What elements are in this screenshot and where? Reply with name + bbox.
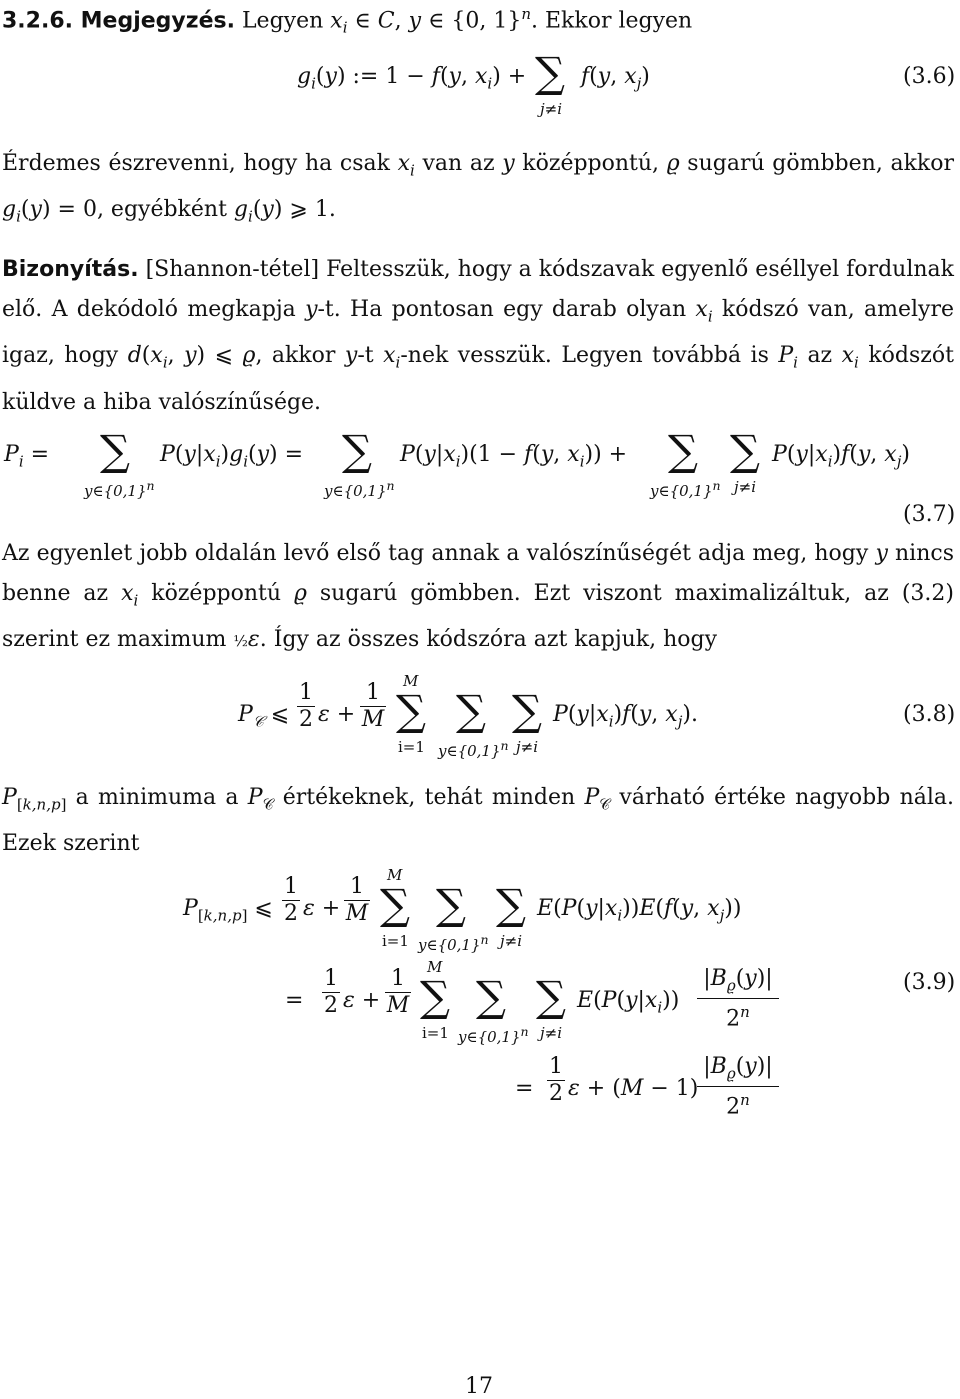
sum-subscript: $y\in\{0,1\}^n$ — [650, 478, 721, 500]
equation-3-6-tail: f(y, $x_j$) — [581, 64, 650, 93]
paragraph-2: Az egyenlet jobb oldalán levő első tag annak a valószínűségét adja meg, hogy y nincs benne az $x_i$ középpontú ϱ sugarú gömbben. Ezt viszont maximalizáltuk, az (3.2) szerint ez maximum ½ε. Így az összes kódszóra azt kapjuk, hogy — [2, 541, 954, 653]
section-heading-line: 3.2.6. Megjegyzés. Legyen $x_i$ ∈ C, y ∈ {0, 1}$^n$. Ekkor legyen — [2, 5, 693, 37]
sum-subscript: $y\in\{0,1\}^n$ — [324, 478, 395, 500]
sum-subscript: j≠i — [540, 1024, 563, 1042]
paragraph-3: $P_{[k,n,p]}$ a minimuma a $P_𝒞$ értékeknek, tehát minden $P_𝒞$ várható értéke nagyobb nála. Ezek szerint — [2, 785, 954, 857]
sum-symbol: ∑ — [100, 426, 130, 475]
epsilon: ε + — [343, 988, 381, 1013]
equation-3-7-term1: $P(y|x_i)g_i(y)$ = — [160, 442, 304, 471]
fraction-half: 1 2 — [549, 1054, 563, 1106]
equation-3-7-term2: $P(y|x_i)(1 - f(y$, $x_i$)) + — [400, 442, 628, 471]
equation-3-9-lhs: $P_{[k,n,p]}$ ⩽ — [183, 896, 273, 925]
sum-subscript: i=1 — [398, 738, 425, 756]
equation-3-9-term3: ε + (M − 1) — [568, 1076, 699, 1101]
sum-subscript: j≠i — [734, 478, 757, 496]
equation-3-8-term: $P(y|x_i)f(y$, $x_j$). — [553, 702, 698, 731]
fraction-1-over-M: 1 M — [345, 874, 369, 926]
equals-sign: = — [515, 1076, 534, 1101]
sum-superscript: M — [427, 958, 443, 976]
sum-superscript: M — [387, 866, 403, 884]
equals-sign: = — [285, 988, 304, 1013]
sum-symbol: ∑ — [342, 426, 372, 475]
sum-symbol: ∑ — [496, 880, 526, 929]
section-title: 3.2.6. Megjegyzés. — [2, 8, 235, 34]
proof-heading: Bizonyítás. — [2, 257, 139, 282]
fraction-half: 1 2 — [324, 966, 338, 1018]
sum-symbol: ∑ — [535, 48, 565, 97]
paragraph-1: Érdemes észrevenni, hogy ha csak $x_i$ van az y középpontú, ϱ sugarú gömbben, akkor $g_i(y) = 0$, egyébként $g_i(y)$ ⩾ 1. — [2, 151, 954, 226]
sum-subscript: j≠i — [500, 932, 523, 950]
sum-subscript: $y\in\{0,1\}^n$ — [84, 478, 155, 500]
sum-subscript: $y\in\{0,1\}^n$ — [438, 738, 509, 760]
equation-3-6: $g_i(y)$ := 1 − f(y, $x_i$) + — [297, 64, 527, 93]
equation-number: (3.9) — [903, 970, 956, 995]
sum-symbol: ∑ — [668, 426, 698, 475]
epsilon: ε + — [303, 896, 341, 921]
fraction-ball-volume: $|B_ϱ(y)|$ 2$^n$ — [697, 966, 779, 1033]
sum-symbol: ∑ — [730, 426, 760, 475]
equation-3-7-lhs: $P_i$ = — [4, 442, 50, 471]
fraction-half: 1 2 — [299, 680, 313, 732]
fraction-1-over-M: 1 M — [386, 966, 410, 1018]
fraction-1-over-M: 1 M — [361, 680, 385, 732]
equation-3-8-lhs: $P_𝒞$ ⩽ — [238, 702, 290, 731]
proof-paragraph: Bizonyítás. [Shannon-tétel] Feltesszük, hogy a kódszavak egyenlő eséllyel fordulnak elő. A dekódoló megkapja y-t. Ha pontosan egy darab olyan $x_i$ kódszó van, amelyre igaz, hogy $d(x_i$, y) ⩽ ϱ, akkor y-t $x_i$-nek vesszük. Legyen továbbá is $P_i$ az $x_i$ kódszót küldve a hiba valószínűsége. — [2, 257, 954, 415]
equation-number: (3.8) — [903, 702, 956, 727]
sum-subscript: $y\in\{0,1\}^n$ — [418, 932, 489, 954]
sum-symbol: ∑ — [456, 686, 486, 735]
sum-symbol: ∑ — [420, 972, 450, 1021]
sum-symbol: ∑ — [380, 880, 410, 929]
equation-3-7-term3: $P(y|x_i)f(y$, $x_j$) — [772, 442, 910, 471]
equation-number: (3.6) — [903, 64, 956, 89]
equation-number: (3.7) — [903, 502, 956, 527]
equation-3-9-term1: $E(P(y|x_i))E(f(y$, $x_j$)) — [537, 896, 742, 925]
fraction-half: 1 2 — [284, 874, 298, 926]
sum-symbol: ∑ — [436, 880, 466, 929]
sum-symbol: ∑ — [512, 686, 542, 735]
epsilon: ε + — [318, 702, 356, 727]
sum-subscript: i=1 — [422, 1024, 449, 1042]
sum-subscript: $y\in\{0,1\}^n$ — [458, 1024, 529, 1046]
sum-superscript: M — [403, 672, 419, 690]
sum-symbol: ∑ — [476, 972, 506, 1021]
sum-subscript: i=1 — [382, 932, 409, 950]
sum-subscript: j≠i — [516, 738, 539, 756]
equation-3-9-term2: $E(P(y|x_i))$ — [577, 988, 680, 1017]
page-number: 17 — [465, 1374, 493, 1399]
sum-symbol: ∑ — [536, 972, 566, 1021]
sum-subscript: j≠i — [540, 100, 563, 118]
fraction-ball-volume: $|B_ϱ(y)|$ 2$^n$ — [697, 1054, 779, 1121]
sum-symbol: ∑ — [396, 686, 426, 735]
